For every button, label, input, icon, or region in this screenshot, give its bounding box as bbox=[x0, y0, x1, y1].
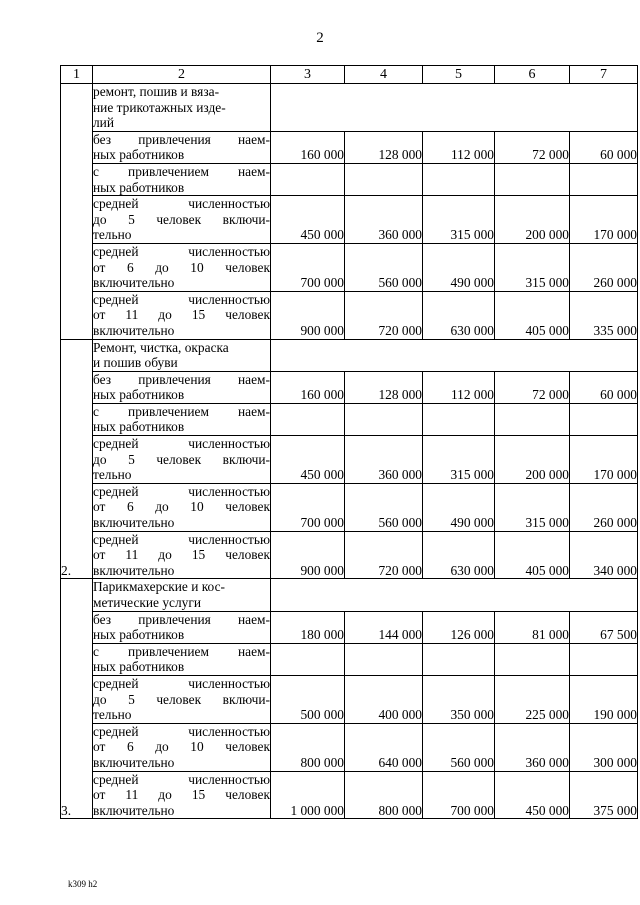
section-title-line: и пошив обуви bbox=[93, 355, 178, 371]
row-description-line: включительно bbox=[93, 275, 175, 291]
section-number bbox=[61, 84, 93, 340]
section-title-row bbox=[61, 339, 638, 371]
value-cell: 630 000 bbox=[423, 291, 495, 339]
value-cell bbox=[495, 643, 570, 675]
value-cell: 700 000 bbox=[271, 483, 345, 531]
value-cell: 335 000 bbox=[570, 291, 638, 339]
section-title-line: ремонт, пошив и вяза- bbox=[93, 84, 220, 99]
table-row bbox=[61, 483, 638, 531]
value-cell: 490 000 bbox=[423, 483, 495, 531]
value-cell: 490 000 bbox=[423, 243, 495, 291]
row-description-line: средней численностью bbox=[93, 243, 270, 259]
value-cell: 315 000 bbox=[495, 483, 570, 531]
row-description-line: включительно bbox=[93, 515, 175, 531]
value-cell: 560 000 bbox=[345, 243, 423, 291]
section-title-line: ние трикотажных изде- bbox=[93, 99, 226, 115]
table-row bbox=[61, 196, 638, 244]
header-cell: 5 bbox=[423, 66, 495, 84]
value-cell: 315 000 bbox=[423, 196, 495, 244]
value-cell bbox=[423, 163, 495, 195]
value-cell bbox=[345, 403, 423, 435]
header-cell: 7 bbox=[570, 66, 638, 84]
value-cell: 375 000 bbox=[570, 771, 638, 819]
row-description-line: средней численностью bbox=[93, 483, 270, 499]
value-cell: 360 000 bbox=[345, 436, 423, 484]
value-cell: 60 000 bbox=[570, 371, 638, 403]
section-title-row bbox=[61, 84, 638, 132]
section-title bbox=[93, 579, 271, 611]
row-description-line: включительно bbox=[93, 754, 175, 770]
row-description-line: до 5 человек включи- bbox=[93, 211, 270, 227]
section-title bbox=[93, 339, 271, 371]
value-cell: 260 000 bbox=[570, 483, 638, 531]
table-row bbox=[61, 643, 638, 675]
value-cell: 112 000 bbox=[423, 131, 495, 163]
value-cell: 900 000 bbox=[271, 531, 345, 579]
value-cell: 72 000 bbox=[495, 371, 570, 403]
section-blank bbox=[271, 579, 638, 611]
value-cell: 800 000 bbox=[345, 771, 423, 819]
value-cell bbox=[271, 163, 345, 195]
row-description bbox=[93, 531, 271, 579]
value-cell: 315 000 bbox=[495, 243, 570, 291]
value-cell: 260 000 bbox=[570, 243, 638, 291]
value-cell bbox=[495, 403, 570, 435]
table-row bbox=[61, 291, 638, 339]
row-description bbox=[93, 483, 271, 531]
section-blank bbox=[271, 84, 638, 132]
value-cell: 67 500 bbox=[570, 611, 638, 643]
value-cell: 560 000 bbox=[345, 483, 423, 531]
row-description-line: включительно bbox=[93, 802, 175, 818]
row-description-line: ных работников bbox=[93, 147, 185, 163]
tariff-table bbox=[60, 65, 638, 819]
table-row bbox=[61, 243, 638, 291]
row-description bbox=[93, 163, 271, 195]
value-cell bbox=[345, 163, 423, 195]
row-description-line: ных работников bbox=[93, 659, 185, 675]
row-description-line: от 11 до 15 человек bbox=[93, 787, 270, 803]
value-cell bbox=[570, 403, 638, 435]
value-cell: 81 000 bbox=[495, 611, 570, 643]
table-row bbox=[61, 436, 638, 484]
page-number: 2 bbox=[316, 30, 324, 46]
value-cell: 350 000 bbox=[423, 675, 495, 723]
table-row bbox=[61, 675, 638, 723]
value-cell bbox=[570, 163, 638, 195]
row-description-line: с привлечением наем- bbox=[93, 403, 270, 419]
row-description-line: от 6 до 10 человек bbox=[93, 739, 270, 755]
row-description-line: до 5 человек включи- bbox=[93, 691, 270, 707]
row-description bbox=[93, 371, 271, 403]
table-row bbox=[61, 771, 638, 819]
row-description-line: с привлечением наем- bbox=[93, 163, 270, 179]
row-description bbox=[93, 243, 271, 291]
row-description-line: без привлечения наем- bbox=[93, 371, 270, 387]
value-cell: 300 000 bbox=[570, 723, 638, 771]
header-cell: 3 bbox=[271, 66, 345, 84]
row-description-line: с привлечением наем- bbox=[93, 643, 270, 659]
value-cell: 128 000 bbox=[345, 371, 423, 403]
value-cell bbox=[271, 403, 345, 435]
section-title-line: лий bbox=[93, 115, 115, 131]
value-cell: 405 000 bbox=[495, 291, 570, 339]
value-cell: 640 000 bbox=[345, 723, 423, 771]
row-description bbox=[93, 196, 271, 244]
value-cell: 630 000 bbox=[423, 531, 495, 579]
value-cell: 200 000 bbox=[495, 436, 570, 484]
value-cell bbox=[271, 643, 345, 675]
row-description-line: включительно bbox=[93, 322, 175, 338]
row-description-line: средней численностью bbox=[93, 675, 270, 691]
value-cell bbox=[345, 643, 423, 675]
row-description-line: средней численностью bbox=[93, 723, 270, 739]
row-description-line: ных работников bbox=[93, 627, 185, 643]
value-cell: 225 000 bbox=[495, 675, 570, 723]
row-description bbox=[93, 611, 271, 643]
value-cell: 450 000 bbox=[271, 196, 345, 244]
value-cell: 700 000 bbox=[271, 243, 345, 291]
row-description-line: средней численностью bbox=[93, 436, 270, 452]
row-description bbox=[93, 643, 271, 675]
row-description-line: до 5 человек включи- bbox=[93, 451, 270, 467]
value-cell: 160 000 bbox=[271, 131, 345, 163]
row-description-line: включительно bbox=[93, 562, 175, 578]
row-description bbox=[93, 723, 271, 771]
value-cell bbox=[423, 403, 495, 435]
section-title-row bbox=[61, 579, 638, 611]
table-row bbox=[61, 403, 638, 435]
row-description-line: от 11 до 15 человек bbox=[93, 547, 270, 563]
value-cell: 800 000 bbox=[271, 723, 345, 771]
value-cell: 720 000 bbox=[345, 291, 423, 339]
footer-code: k309 h2 bbox=[68, 879, 98, 889]
row-description bbox=[93, 403, 271, 435]
value-cell: 144 000 bbox=[345, 611, 423, 643]
value-cell: 128 000 bbox=[345, 131, 423, 163]
value-cell: 450 000 bbox=[271, 436, 345, 484]
value-cell: 700 000 bbox=[423, 771, 495, 819]
value-cell: 360 000 bbox=[345, 196, 423, 244]
row-description bbox=[93, 675, 271, 723]
row-description-line: ных работников bbox=[93, 419, 185, 435]
value-cell: 500 000 bbox=[271, 675, 345, 723]
table-row bbox=[61, 723, 638, 771]
row-description-line: тельно bbox=[93, 707, 132, 723]
table-row bbox=[61, 371, 638, 403]
table-body bbox=[61, 66, 638, 819]
value-cell: 170 000 bbox=[570, 436, 638, 484]
value-cell: 720 000 bbox=[345, 531, 423, 579]
row-description bbox=[93, 131, 271, 163]
row-description bbox=[93, 436, 271, 484]
row-description-line: без привлечения наем- bbox=[93, 611, 270, 627]
row-description-line: ных работников bbox=[93, 387, 185, 403]
value-cell: 360 000 bbox=[495, 723, 570, 771]
value-cell: 900 000 bbox=[271, 291, 345, 339]
row-description-line: тельно bbox=[93, 467, 132, 483]
value-cell: 112 000 bbox=[423, 371, 495, 403]
section-title-line: метические услуги bbox=[93, 595, 202, 610]
section-title-line: Ремонт, чистка, окраска bbox=[93, 339, 229, 355]
value-cell: 72 000 bbox=[495, 131, 570, 163]
value-cell: 560 000 bbox=[423, 723, 495, 771]
header-row bbox=[61, 66, 638, 84]
row-description-line: тельно bbox=[93, 227, 132, 243]
value-cell: 180 000 bbox=[271, 611, 345, 643]
value-cell bbox=[423, 643, 495, 675]
row-description-line: от 6 до 10 человек bbox=[93, 259, 270, 275]
value-cell: 200 000 bbox=[495, 196, 570, 244]
value-cell: 315 000 bbox=[423, 436, 495, 484]
row-description-line: без привлечения наем- bbox=[93, 131, 270, 147]
value-cell: 450 000 bbox=[495, 771, 570, 819]
row-description-line: ных работников bbox=[93, 179, 185, 195]
value-cell: 170 000 bbox=[570, 196, 638, 244]
section-blank bbox=[271, 339, 638, 371]
table-row bbox=[61, 163, 638, 195]
row-description-line: от 11 до 15 человек bbox=[93, 307, 270, 323]
value-cell: 160 000 bbox=[271, 371, 345, 403]
value-cell bbox=[570, 643, 638, 675]
table-row bbox=[61, 611, 638, 643]
header-cell: 2 bbox=[93, 66, 271, 84]
table-row bbox=[61, 531, 638, 579]
row-description bbox=[93, 771, 271, 819]
section-number: 3. bbox=[61, 579, 93, 819]
header-cell: 4 bbox=[345, 66, 423, 84]
header-cell: 1 bbox=[61, 66, 93, 84]
row-description-line: средней численностью bbox=[93, 771, 270, 787]
section-number: 2. bbox=[61, 339, 93, 579]
row-description-line: от 6 до 10 человек bbox=[93, 499, 270, 515]
value-cell: 60 000 bbox=[570, 131, 638, 163]
header-cell: 6 bbox=[495, 66, 570, 84]
value-cell: 400 000 bbox=[345, 675, 423, 723]
value-cell: 1 000 000 bbox=[271, 771, 345, 819]
value-cell: 405 000 bbox=[495, 531, 570, 579]
value-cell: 190 000 bbox=[570, 675, 638, 723]
row-description-line: средней численностью bbox=[93, 196, 270, 212]
row-description-line: средней численностью bbox=[93, 531, 270, 547]
value-cell: 126 000 bbox=[423, 611, 495, 643]
value-cell: 340 000 bbox=[570, 531, 638, 579]
section-title bbox=[93, 84, 271, 132]
row-description bbox=[93, 291, 271, 339]
table-row bbox=[61, 131, 638, 163]
row-description-line: средней численностью bbox=[93, 291, 270, 307]
section-title-line: Парикмахерские и кос- bbox=[93, 579, 225, 595]
value-cell bbox=[495, 163, 570, 195]
